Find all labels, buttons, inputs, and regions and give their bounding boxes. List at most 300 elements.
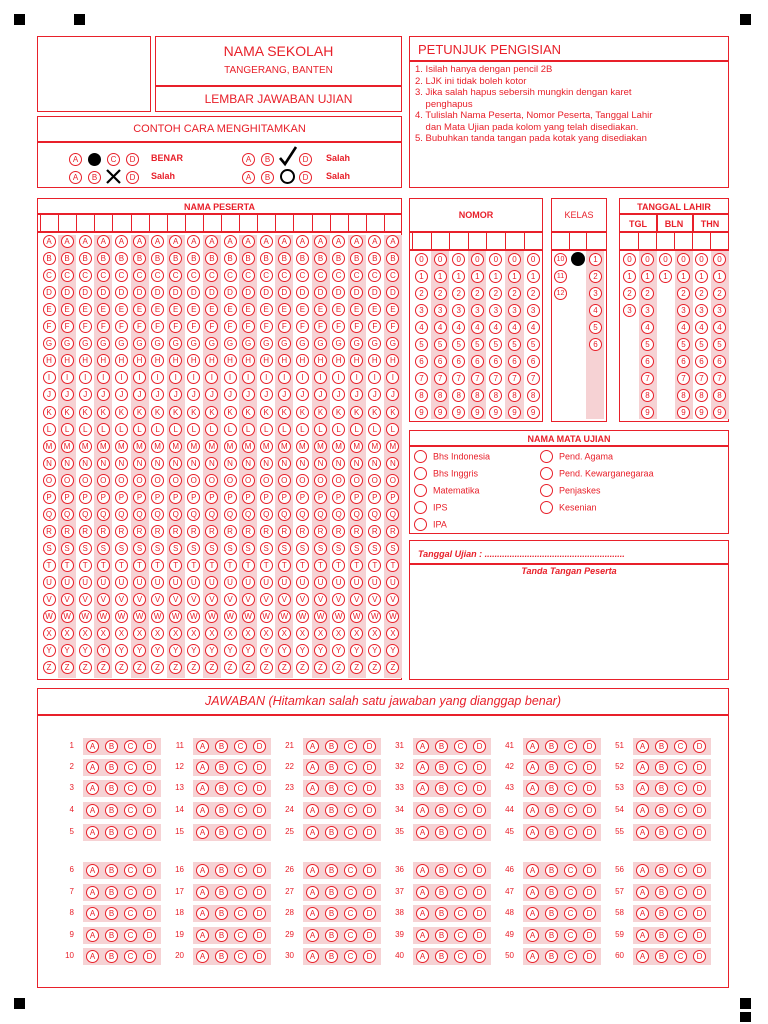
answer-bubble[interactable]: D bbox=[253, 864, 266, 877]
answer-bubble[interactable]: B bbox=[105, 804, 118, 817]
name-bubble[interactable]: N bbox=[133, 457, 146, 470]
name-bubble[interactable]: Y bbox=[133, 644, 146, 657]
name-bubble[interactable]: Q bbox=[296, 508, 309, 521]
answer-bubble[interactable]: A bbox=[526, 929, 539, 942]
name-bubble[interactable]: F bbox=[151, 320, 164, 333]
name-bubble[interactable]: C bbox=[368, 269, 381, 282]
name-bubble[interactable]: Q bbox=[79, 508, 92, 521]
answer-bubble[interactable]: B bbox=[325, 950, 338, 963]
nomor-bubble[interactable]: 2 bbox=[471, 287, 484, 300]
name-bubble[interactable]: C bbox=[314, 269, 327, 282]
answer-bubble[interactable]: D bbox=[363, 804, 376, 817]
name-bubble[interactable]: V bbox=[314, 593, 327, 606]
name-bubble[interactable]: Z bbox=[133, 661, 146, 674]
nomor-bubble[interactable]: 9 bbox=[489, 406, 502, 419]
nomor-bubble[interactable]: 4 bbox=[452, 321, 465, 334]
answer-bubble[interactable]: C bbox=[454, 782, 467, 795]
answer-bubble[interactable]: A bbox=[196, 761, 209, 774]
name-bubble[interactable]: I bbox=[260, 371, 273, 384]
name-bubble[interactable]: Z bbox=[386, 661, 399, 674]
answer-bubble[interactable]: C bbox=[454, 950, 467, 963]
name-bubble[interactable]: B bbox=[350, 252, 363, 265]
name-bubble[interactable]: G bbox=[61, 337, 74, 350]
answer-bubble[interactable]: D bbox=[473, 886, 486, 899]
answer-bubble[interactable]: A bbox=[86, 782, 99, 795]
name-bubble[interactable]: D bbox=[332, 286, 345, 299]
name-bubble[interactable]: V bbox=[260, 593, 273, 606]
name-bubble[interactable]: W bbox=[115, 610, 128, 623]
answer-bubble[interactable]: B bbox=[105, 826, 118, 839]
name-bubble[interactable]: E bbox=[224, 303, 237, 316]
answer-bubble[interactable]: B bbox=[105, 761, 118, 774]
name-bubble[interactable]: A bbox=[350, 235, 363, 248]
name-bubble[interactable]: H bbox=[368, 354, 381, 367]
name-bubble[interactable]: N bbox=[386, 457, 399, 470]
answer-bubble[interactable]: D bbox=[473, 864, 486, 877]
name-bubble[interactable]: T bbox=[350, 559, 363, 572]
name-bubble[interactable]: O bbox=[205, 474, 218, 487]
name-bubble[interactable]: S bbox=[115, 542, 128, 555]
name-bubble[interactable]: M bbox=[61, 440, 74, 453]
name-bubble[interactable]: Y bbox=[79, 644, 92, 657]
name-bubble[interactable]: V bbox=[133, 593, 146, 606]
tanggal-bubble[interactable]: 1 bbox=[641, 270, 654, 283]
answer-bubble[interactable]: B bbox=[325, 886, 338, 899]
name-bubble[interactable]: S bbox=[350, 542, 363, 555]
tanggal-bubble[interactable]: 4 bbox=[713, 321, 726, 334]
answer-bubble[interactable]: C bbox=[124, 907, 137, 920]
name-bubble[interactable]: V bbox=[97, 593, 110, 606]
name-bubble[interactable]: W bbox=[79, 610, 92, 623]
answer-bubble[interactable]: A bbox=[306, 761, 319, 774]
name-bubble[interactable]: H bbox=[332, 354, 345, 367]
nomor-bubble[interactable]: 9 bbox=[527, 406, 540, 419]
name-bubble[interactable]: S bbox=[314, 542, 327, 555]
name-bubble[interactable]: L bbox=[242, 423, 255, 436]
name-bubble[interactable]: Y bbox=[115, 644, 128, 657]
name-bubble[interactable]: W bbox=[278, 610, 291, 623]
answer-bubble[interactable]: A bbox=[196, 950, 209, 963]
name-bubble[interactable]: K bbox=[332, 406, 345, 419]
name-bubble[interactable]: C bbox=[133, 269, 146, 282]
name-bubble[interactable]: R bbox=[43, 525, 56, 538]
name-bubble[interactable]: R bbox=[97, 525, 110, 538]
answer-bubble[interactable]: C bbox=[454, 929, 467, 942]
name-bubble[interactable]: E bbox=[278, 303, 291, 316]
name-bubble[interactable]: U bbox=[224, 576, 237, 589]
name-bubble[interactable]: H bbox=[224, 354, 237, 367]
tanggal-bubble[interactable]: 0 bbox=[659, 253, 672, 266]
name-bubble[interactable]: Y bbox=[314, 644, 327, 657]
name-bubble[interactable]: M bbox=[79, 440, 92, 453]
answer-bubble[interactable]: D bbox=[473, 929, 486, 942]
name-bubble[interactable]: X bbox=[278, 627, 291, 640]
mata-ujian-option[interactable] bbox=[540, 467, 654, 480]
tanggal-bubble[interactable]: 3 bbox=[623, 304, 636, 317]
answer-bubble[interactable]: C bbox=[234, 761, 247, 774]
answer-bubble[interactable]: C bbox=[674, 782, 687, 795]
name-bubble[interactable]: T bbox=[151, 559, 164, 572]
name-bubble[interactable]: J bbox=[79, 388, 92, 401]
name-bubble[interactable]: F bbox=[224, 320, 237, 333]
nomor-grid[interactable] bbox=[410, 199, 542, 421]
name-bubble[interactable]: C bbox=[43, 269, 56, 282]
answer-bubble[interactable]: D bbox=[363, 782, 376, 795]
name-bubble[interactable]: M bbox=[314, 440, 327, 453]
name-bubble[interactable]: Q bbox=[115, 508, 128, 521]
nomor-bubble[interactable]: 8 bbox=[527, 389, 540, 402]
tanggal-bubble[interactable]: 1 bbox=[659, 270, 672, 283]
name-bubble[interactable]: R bbox=[205, 525, 218, 538]
name-bubble[interactable]: F bbox=[278, 320, 291, 333]
answer-bubble[interactable]: C bbox=[234, 864, 247, 877]
answer-bubble[interactable]: D bbox=[363, 761, 376, 774]
name-bubble[interactable]: Y bbox=[350, 644, 363, 657]
name-bubble[interactable]: V bbox=[205, 593, 218, 606]
name-bubble[interactable]: I bbox=[133, 371, 146, 384]
answer-bubble[interactable]: C bbox=[124, 761, 137, 774]
name-bubble[interactable]: Z bbox=[43, 661, 56, 674]
option-bubble[interactable] bbox=[414, 484, 427, 497]
name-bubble[interactable]: P bbox=[205, 491, 218, 504]
name-bubble[interactable]: X bbox=[43, 627, 56, 640]
example-bubble[interactable]: B bbox=[261, 153, 274, 166]
name-bubble[interactable]: F bbox=[386, 320, 399, 333]
name-bubble[interactable]: N bbox=[260, 457, 273, 470]
name-bubble[interactable]: P bbox=[224, 491, 237, 504]
name-bubble[interactable]: Z bbox=[224, 661, 237, 674]
nomor-bubble[interactable]: 7 bbox=[452, 372, 465, 385]
nomor-bubble[interactable]: 9 bbox=[415, 406, 428, 419]
name-bubble[interactable]: D bbox=[242, 286, 255, 299]
name-bubble[interactable]: G bbox=[133, 337, 146, 350]
nomor-bubble[interactable]: 4 bbox=[415, 321, 428, 334]
name-bubble[interactable]: R bbox=[332, 525, 345, 538]
name-bubble[interactable]: H bbox=[115, 354, 128, 367]
answer-bubble[interactable]: A bbox=[196, 804, 209, 817]
answer-bubble[interactable]: B bbox=[655, 907, 668, 920]
name-bubble[interactable]: K bbox=[368, 406, 381, 419]
name-bubble[interactable]: U bbox=[296, 576, 309, 589]
example-bubble[interactable]: D bbox=[126, 171, 139, 184]
name-bubble[interactable]: K bbox=[133, 406, 146, 419]
nomor-bubble[interactable]: 9 bbox=[434, 406, 447, 419]
kelas-bubble[interactable]: 2 bbox=[589, 270, 602, 283]
name-bubble[interactable]: F bbox=[97, 320, 110, 333]
answer-bubble[interactable]: C bbox=[564, 864, 577, 877]
answer-bubble[interactable]: A bbox=[306, 864, 319, 877]
answer-bubble[interactable]: B bbox=[215, 761, 228, 774]
name-bubble[interactable]: N bbox=[43, 457, 56, 470]
name-bubble[interactable]: H bbox=[151, 354, 164, 367]
tanggal-bubble[interactable]: 7 bbox=[677, 372, 690, 385]
name-bubble[interactable]: K bbox=[187, 406, 200, 419]
name-bubble[interactable]: V bbox=[79, 593, 92, 606]
answer-bubble[interactable]: C bbox=[124, 740, 137, 753]
name-bubble[interactable]: J bbox=[242, 388, 255, 401]
name-bubble[interactable]: F bbox=[79, 320, 92, 333]
nomor-bubble[interactable]: 2 bbox=[452, 287, 465, 300]
name-bubble[interactable]: B bbox=[368, 252, 381, 265]
example-bubble[interactable]: A bbox=[69, 171, 82, 184]
answer-bubble[interactable]: A bbox=[196, 864, 209, 877]
answer-bubble[interactable]: D bbox=[363, 886, 376, 899]
name-bubble[interactable]: A bbox=[43, 235, 56, 248]
name-bubble[interactable]: N bbox=[97, 457, 110, 470]
name-bubble[interactable]: H bbox=[242, 354, 255, 367]
name-bubble[interactable]: N bbox=[278, 457, 291, 470]
answer-bubble[interactable]: A bbox=[86, 886, 99, 899]
name-bubble[interactable]: K bbox=[115, 406, 128, 419]
answer-bubble[interactable]: A bbox=[636, 804, 649, 817]
name-bubble[interactable]: O bbox=[332, 474, 345, 487]
name-bubble[interactable]: D bbox=[187, 286, 200, 299]
answer-bubble[interactable]: B bbox=[325, 826, 338, 839]
nomor-bubble[interactable]: 4 bbox=[471, 321, 484, 334]
nomor-bubble[interactable]: 7 bbox=[471, 372, 484, 385]
name-bubble[interactable]: J bbox=[350, 388, 363, 401]
name-bubble[interactable]: W bbox=[205, 610, 218, 623]
tanggal-bubble[interactable]: 1 bbox=[677, 270, 690, 283]
name-bubble[interactable]: A bbox=[242, 235, 255, 248]
name-bubble[interactable]: Q bbox=[224, 508, 237, 521]
name-bubble[interactable]: Z bbox=[332, 661, 345, 674]
name-bubble[interactable]: X bbox=[205, 627, 218, 640]
name-bubble[interactable]: V bbox=[224, 593, 237, 606]
kelas-bubble[interactable]: 3 bbox=[589, 287, 602, 300]
name-bubble[interactable]: F bbox=[169, 320, 182, 333]
nomor-bubble[interactable]: 5 bbox=[489, 338, 502, 351]
name-bubble[interactable]: L bbox=[332, 423, 345, 436]
name-bubble[interactable]: Q bbox=[332, 508, 345, 521]
tanggal-bubble[interactable]: 5 bbox=[695, 338, 708, 351]
nomor-bubble[interactable]: 1 bbox=[489, 270, 502, 283]
name-bubble[interactable]: R bbox=[187, 525, 200, 538]
name-bubble[interactable]: B bbox=[278, 252, 291, 265]
name-bubble[interactable]: W bbox=[43, 610, 56, 623]
answer-bubble[interactable]: D bbox=[473, 740, 486, 753]
answer-bubble[interactable]: B bbox=[325, 740, 338, 753]
name-bubble[interactable]: H bbox=[386, 354, 399, 367]
name-bubble[interactable]: G bbox=[169, 337, 182, 350]
name-bubble[interactable]: Q bbox=[350, 508, 363, 521]
option-bubble[interactable] bbox=[540, 450, 553, 463]
answer-bubble[interactable]: B bbox=[435, 864, 448, 877]
tanggal-bubble[interactable]: 1 bbox=[623, 270, 636, 283]
name-bubble[interactable]: U bbox=[169, 576, 182, 589]
tanggal-bubble[interactable]: 0 bbox=[641, 253, 654, 266]
name-bubble[interactable]: J bbox=[332, 388, 345, 401]
name-bubble[interactable]: S bbox=[133, 542, 146, 555]
name-bubble[interactable]: P bbox=[97, 491, 110, 504]
answer-bubble[interactable]: A bbox=[636, 740, 649, 753]
name-bubble[interactable]: F bbox=[115, 320, 128, 333]
answer-bubble[interactable]: C bbox=[564, 886, 577, 899]
answer-bubble[interactable]: A bbox=[306, 907, 319, 920]
name-bubble[interactable]: Y bbox=[97, 644, 110, 657]
answer-bubble[interactable]: B bbox=[325, 782, 338, 795]
name-bubble[interactable]: I bbox=[205, 371, 218, 384]
name-bubble[interactable]: S bbox=[278, 542, 291, 555]
name-bubble[interactable]: C bbox=[242, 269, 255, 282]
name-bubble[interactable]: K bbox=[242, 406, 255, 419]
name-bubble[interactable]: F bbox=[350, 320, 363, 333]
name-bubble[interactable]: N bbox=[115, 457, 128, 470]
name-bubble[interactable]: J bbox=[314, 388, 327, 401]
answer-bubble[interactable]: B bbox=[545, 864, 558, 877]
nomor-bubble[interactable]: 0 bbox=[489, 253, 502, 266]
name-bubble[interactable]: F bbox=[368, 320, 381, 333]
tanggal-lahir-grid[interactable] bbox=[620, 199, 728, 421]
name-bubble[interactable]: A bbox=[386, 235, 399, 248]
name-bubble[interactable]: N bbox=[350, 457, 363, 470]
answer-bubble[interactable]: C bbox=[234, 929, 247, 942]
name-bubble[interactable]: J bbox=[151, 388, 164, 401]
answer-bubble[interactable]: B bbox=[655, 864, 668, 877]
name-bubble[interactable]: S bbox=[260, 542, 273, 555]
name-bubble[interactable]: D bbox=[386, 286, 399, 299]
answer-bubble[interactable]: D bbox=[363, 950, 376, 963]
name-bubble[interactable]: V bbox=[169, 593, 182, 606]
name-bubble[interactable]: Z bbox=[260, 661, 273, 674]
name-bubble[interactable]: T bbox=[133, 559, 146, 572]
nomor-bubble[interactable]: 7 bbox=[415, 372, 428, 385]
nomor-bubble[interactable]: 0 bbox=[452, 253, 465, 266]
name-bubble[interactable]: I bbox=[97, 371, 110, 384]
nomor-bubble[interactable]: 1 bbox=[527, 270, 540, 283]
name-bubble[interactable]: K bbox=[151, 406, 164, 419]
name-bubble[interactable]: P bbox=[314, 491, 327, 504]
name-bubble[interactable]: M bbox=[368, 440, 381, 453]
name-bubble[interactable]: Y bbox=[205, 644, 218, 657]
name-bubble[interactable]: D bbox=[278, 286, 291, 299]
name-bubble[interactable]: E bbox=[169, 303, 182, 316]
answer-bubble[interactable]: A bbox=[636, 929, 649, 942]
nomor-bubble[interactable]: 1 bbox=[415, 270, 428, 283]
name-bubble[interactable]: Y bbox=[332, 644, 345, 657]
name-bubble[interactable]: X bbox=[133, 627, 146, 640]
answer-bubble[interactable]: B bbox=[325, 907, 338, 920]
name-bubble[interactable]: S bbox=[187, 542, 200, 555]
name-bubble[interactable]: P bbox=[260, 491, 273, 504]
name-bubble[interactable]: M bbox=[133, 440, 146, 453]
nomor-bubble[interactable]: 5 bbox=[434, 338, 447, 351]
kelas-bubble[interactable]: 4 bbox=[589, 304, 602, 317]
answer-bubble[interactable]: D bbox=[693, 950, 706, 963]
name-bubble[interactable]: K bbox=[278, 406, 291, 419]
answer-bubble[interactable]: B bbox=[105, 864, 118, 877]
answer-bubble[interactable]: D bbox=[143, 782, 156, 795]
name-bubble[interactable]: T bbox=[187, 559, 200, 572]
name-bubble[interactable]: L bbox=[260, 423, 273, 436]
name-bubble[interactable]: L bbox=[296, 423, 309, 436]
name-bubble[interactable]: R bbox=[242, 525, 255, 538]
name-bubble[interactable]: O bbox=[296, 474, 309, 487]
answer-bubble[interactable]: B bbox=[325, 804, 338, 817]
answer-bubble[interactable]: A bbox=[636, 761, 649, 774]
nomor-bubble[interactable]: 8 bbox=[489, 389, 502, 402]
name-bubble[interactable]: R bbox=[151, 525, 164, 538]
answer-bubble[interactable]: B bbox=[215, 886, 228, 899]
answer-bubble[interactable]: A bbox=[526, 864, 539, 877]
answer-bubble[interactable]: A bbox=[526, 950, 539, 963]
name-bubble[interactable]: R bbox=[133, 525, 146, 538]
name-bubble[interactable]: L bbox=[278, 423, 291, 436]
name-bubble[interactable]: R bbox=[224, 525, 237, 538]
name-bubble[interactable]: O bbox=[61, 474, 74, 487]
answer-bubble[interactable]: C bbox=[564, 761, 577, 774]
name-bubble[interactable]: Q bbox=[187, 508, 200, 521]
nomor-bubble[interactable]: 8 bbox=[415, 389, 428, 402]
name-bubble[interactable]: S bbox=[205, 542, 218, 555]
name-bubble[interactable]: O bbox=[260, 474, 273, 487]
answer-bubble[interactable]: C bbox=[564, 907, 577, 920]
name-bubble[interactable]: A bbox=[332, 235, 345, 248]
name-bubble[interactable]: I bbox=[296, 371, 309, 384]
name-bubble[interactable]: E bbox=[332, 303, 345, 316]
name-bubble[interactable]: L bbox=[43, 423, 56, 436]
answer-bubble[interactable]: D bbox=[253, 950, 266, 963]
tanggal-bubble[interactable]: 4 bbox=[695, 321, 708, 334]
tanggal-bubble[interactable]: 3 bbox=[713, 304, 726, 317]
tanggal-bubble[interactable]: 4 bbox=[641, 321, 654, 334]
tanggal-bubble[interactable]: 0 bbox=[623, 253, 636, 266]
name-bubble[interactable]: F bbox=[133, 320, 146, 333]
name-bubble[interactable]: V bbox=[187, 593, 200, 606]
name-bubble[interactable]: U bbox=[79, 576, 92, 589]
name-bubble[interactable]: K bbox=[350, 406, 363, 419]
name-bubble[interactable]: T bbox=[115, 559, 128, 572]
answer-bubble[interactable]: C bbox=[124, 782, 137, 795]
nomor-bubble[interactable]: 4 bbox=[527, 321, 540, 334]
nomor-bubble[interactable]: 7 bbox=[434, 372, 447, 385]
answer-bubble[interactable]: D bbox=[363, 929, 376, 942]
name-bubble[interactable]: A bbox=[61, 235, 74, 248]
name-bubble[interactable]: W bbox=[97, 610, 110, 623]
name-bubble[interactable]: W bbox=[224, 610, 237, 623]
name-bubble[interactable]: I bbox=[350, 371, 363, 384]
answer-bubble[interactable]: B bbox=[545, 950, 558, 963]
name-bubble[interactable]: N bbox=[224, 457, 237, 470]
name-bubble[interactable]: D bbox=[260, 286, 273, 299]
nomor-bubble[interactable]: 7 bbox=[508, 372, 521, 385]
name-bubble[interactable]: Q bbox=[205, 508, 218, 521]
mata-ujian-option[interactable] bbox=[414, 450, 490, 463]
nomor-bubble[interactable]: 4 bbox=[489, 321, 502, 334]
name-bubble[interactable]: Y bbox=[296, 644, 309, 657]
name-bubble[interactable]: Y bbox=[260, 644, 273, 657]
answer-bubble[interactable]: B bbox=[435, 804, 448, 817]
answer-bubble[interactable]: A bbox=[416, 761, 429, 774]
name-bubble[interactable]: G bbox=[79, 337, 92, 350]
name-bubble[interactable]: B bbox=[61, 252, 74, 265]
name-bubble[interactable]: C bbox=[187, 269, 200, 282]
name-bubble[interactable]: S bbox=[242, 542, 255, 555]
answer-bubble[interactable]: C bbox=[564, 950, 577, 963]
name-bubble[interactable]: X bbox=[260, 627, 273, 640]
name-bubble[interactable]: K bbox=[97, 406, 110, 419]
tanggal-bubble[interactable]: 9 bbox=[677, 406, 690, 419]
tanggal-bubble[interactable]: 2 bbox=[713, 287, 726, 300]
name-bubble[interactable]: Q bbox=[368, 508, 381, 521]
option-bubble[interactable] bbox=[540, 501, 553, 514]
name-bubble[interactable]: I bbox=[61, 371, 74, 384]
name-bubble[interactable]: U bbox=[260, 576, 273, 589]
answer-bubble[interactable]: A bbox=[306, 826, 319, 839]
name-bubble[interactable]: L bbox=[187, 423, 200, 436]
answer-bubble[interactable]: D bbox=[143, 950, 156, 963]
answer-bubble[interactable]: C bbox=[124, 886, 137, 899]
